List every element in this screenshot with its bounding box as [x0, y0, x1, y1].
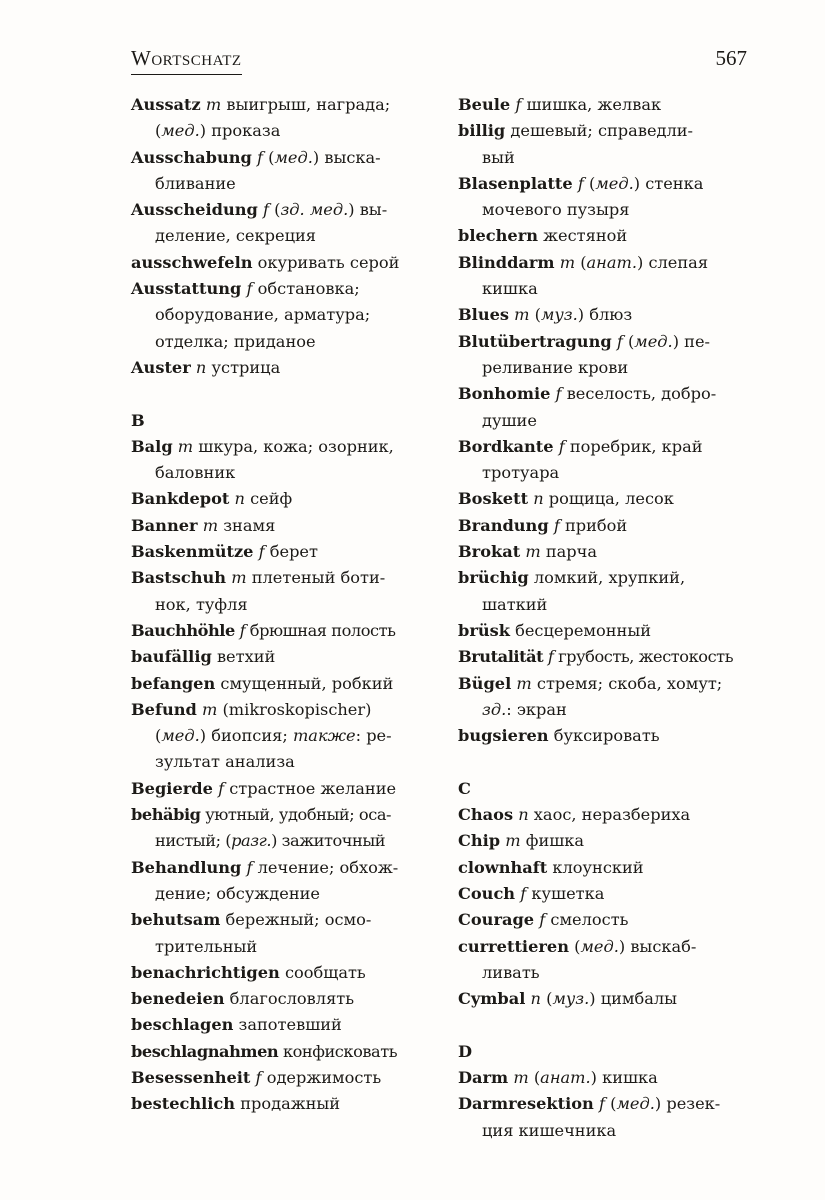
headword: Brutalität — [458, 647, 544, 667]
dictionary-entry — [458, 539, 758, 565]
headword: Courage — [458, 910, 535, 930]
dictionary-entry — [131, 1065, 431, 1091]
definition-text: нистый; ( — [155, 831, 232, 851]
headword: Blinddarm — [458, 252, 555, 272]
headword: Darm — [458, 1067, 509, 1087]
dictionary-entry — [131, 513, 431, 539]
section-letter: C — [458, 778, 471, 798]
definition-text: кишка — [482, 279, 538, 299]
dictionary-entry — [458, 250, 758, 303]
headword: ausschwefeln — [131, 252, 253, 272]
definition-text: уютный, удобный; оса- — [200, 805, 392, 825]
grammar-label: f — [539, 910, 546, 930]
dictionary-entry — [458, 118, 758, 171]
grammar-label: n — [518, 805, 529, 825]
page-header — [131, 40, 747, 74]
grammar-label: муз. — [552, 989, 590, 1009]
definition-text: ) выскаб- — [618, 936, 697, 956]
dictionary-entry — [131, 197, 431, 250]
headword: Blutübertragung — [458, 331, 612, 351]
dictionary-entry — [458, 513, 758, 539]
grammar-label: m — [514, 305, 530, 325]
definition-text: продажный — [235, 1094, 341, 1114]
grammar-label: f — [257, 147, 264, 167]
grammar-label: m — [177, 436, 194, 456]
dictionary-entry — [458, 855, 758, 881]
definition-text: дение; обсуждение — [155, 883, 320, 903]
definition-text: ) резек- — [654, 1094, 721, 1114]
grammar-label: n — [533, 489, 544, 509]
definition-text: парча — [540, 542, 598, 562]
grammar-label: мед. — [580, 936, 619, 956]
headword: Bauchhöhle — [131, 620, 235, 640]
definition-text: шкура, кожа; озорник, — [193, 436, 394, 456]
definition-text: ) пе- — [672, 331, 711, 351]
dictionary-entry — [131, 618, 431, 644]
dictionary-entry — [131, 855, 431, 908]
definition-text: хаос, неразбериха — [528, 805, 691, 825]
section-letter: B — [131, 410, 145, 430]
definition-text: фишка — [520, 831, 585, 851]
headword: Chaos — [458, 805, 514, 825]
definition-text: ломкий, хрупкий, — [528, 568, 686, 588]
running-title: Wortschatz — [131, 46, 242, 75]
definition-text: лечение; обхож- — [252, 857, 399, 877]
headword: Banner — [131, 515, 198, 535]
definition-text: плетеный боти- — [246, 568, 386, 588]
headword: Ausstattung — [131, 279, 242, 299]
definition-text: трительный — [155, 936, 258, 956]
definition-text: окуривать серой — [252, 252, 400, 272]
grammar-label: m — [525, 542, 541, 562]
definition-text: нок, туфля — [155, 594, 248, 614]
grammar-label: разг. — [231, 831, 272, 851]
dictionary-entry — [131, 92, 431, 145]
definition-text: ( — [155, 726, 162, 746]
headword: brüchig — [458, 568, 529, 588]
dictionary-entry — [458, 618, 758, 644]
grammar-label: f — [547, 647, 554, 667]
dictionary-entry — [131, 276, 431, 355]
grammar-label: f — [246, 857, 253, 877]
definition-text: ) зажиточный — [271, 831, 386, 851]
headword: Baskenmütze — [131, 542, 254, 562]
dictionary-entry — [131, 697, 431, 776]
dictionary-entry — [458, 171, 758, 224]
dictionary-entry — [131, 1012, 431, 1038]
dictionary-entry — [131, 145, 431, 198]
headword: Bügel — [458, 673, 512, 693]
definition-text: знамя — [218, 515, 276, 535]
definition-text: смущенный, робкий — [215, 673, 394, 693]
grammar-label: f — [218, 778, 225, 798]
definition-text: поребрик, край — [564, 436, 703, 456]
headword: Bastschuh — [131, 568, 227, 588]
definition-text: : ре- — [355, 726, 392, 746]
headword: Balg — [131, 436, 173, 456]
definition-text: мочевого пузыря — [482, 200, 630, 220]
headword: currettieren — [458, 936, 569, 956]
grammar-label: также — [292, 726, 356, 746]
headword: Couch — [458, 883, 516, 903]
headword: Boskett — [458, 489, 529, 509]
definition-text: бливание — [155, 173, 236, 193]
definition-text: буксировать — [548, 726, 660, 746]
grammar-label: мед. — [616, 1094, 655, 1114]
grammar-label: f — [239, 620, 246, 640]
headword: clownhaft — [458, 857, 548, 877]
definition-text: ветхий — [211, 647, 276, 667]
dictionary-entry — [458, 302, 758, 328]
grammar-label: f — [558, 436, 565, 456]
definition-text: ( — [575, 252, 587, 272]
definition-text: ливать — [482, 962, 540, 982]
definition-text: ) стенка — [633, 173, 704, 193]
definition-text: отделка; приданое — [155, 331, 316, 351]
headword: Bordkante — [458, 436, 554, 456]
definition-text: ( — [155, 121, 162, 141]
definition-text: одержимость — [261, 1067, 382, 1087]
definition-text: дешевый; справедли- — [505, 121, 694, 141]
dictionary-entry — [131, 644, 431, 670]
definition-text: ) биопсия; — [199, 726, 293, 746]
definition-text: смелость — [545, 910, 629, 930]
headword: Blasenplatte — [458, 173, 573, 193]
dictionary-entry — [458, 934, 758, 987]
definition-text: жестяной — [538, 226, 628, 246]
dictionary-entry — [131, 486, 431, 512]
headword: Ausscheidung — [131, 200, 258, 220]
definition-text: ) вы- — [348, 200, 388, 220]
dictionary-entry — [458, 486, 758, 512]
definition-text: ) цимбалы — [589, 989, 678, 1009]
definition-text: рощица, лесок — [543, 489, 674, 509]
dictionary-entry — [131, 355, 431, 381]
definition-text: ( — [583, 173, 596, 193]
definition-text: веселость, добро- — [561, 384, 717, 404]
definition-text: стремя; скоба, хомут; — [531, 673, 723, 693]
grammar-label: f — [515, 95, 522, 114]
dictionary-entry — [458, 434, 758, 487]
headword: billig — [458, 121, 506, 141]
definition-text: шаткий — [482, 594, 548, 614]
headword: beschlagnahmen — [131, 1041, 279, 1061]
headword: bugsieren — [458, 726, 549, 746]
definition-text: бережный; осмо- — [220, 910, 372, 930]
dictionary-entry — [458, 1065, 758, 1091]
dictionary-entry — [458, 802, 758, 828]
headword: beschlagen — [131, 1015, 234, 1035]
definition-text: тротуара — [482, 463, 560, 483]
headword: Ausschabung — [131, 147, 252, 167]
dictionary-entry — [458, 723, 758, 749]
dictionary-entry — [458, 986, 758, 1012]
headword: Aussatz — [131, 95, 201, 114]
headword: Besessenheit — [131, 1067, 251, 1087]
headword: Bankdepot — [131, 489, 230, 509]
dictionary-entry — [131, 434, 431, 487]
headword: behutsam — [131, 910, 221, 930]
grammar-label: f — [553, 515, 560, 535]
dictionary-entry — [131, 776, 431, 802]
section-letter: D — [458, 1041, 473, 1061]
headword: behäbig — [131, 805, 201, 825]
grammar-label: f — [262, 200, 269, 220]
grammar-label: мед. — [161, 121, 200, 141]
definition-text: запотевший — [233, 1015, 342, 1035]
dictionary-entry — [458, 881, 758, 907]
grammar-label: m — [505, 831, 521, 851]
definition-text: грубость, жестокость — [553, 647, 734, 667]
headword: brüsk — [458, 620, 510, 640]
definition-text: устрица — [206, 357, 281, 377]
grammar-label: n — [195, 357, 207, 377]
headword: Begierde — [131, 778, 213, 798]
grammar-label: зд. мед. — [280, 200, 349, 220]
definition-text: берет — [264, 542, 318, 562]
definition-text: оборудование, арматура; — [155, 305, 371, 325]
definition-text: ) выска- — [312, 147, 381, 167]
headword: befangen — [131, 673, 216, 693]
headword: Behandlung — [131, 857, 242, 877]
grammar-label: m — [201, 699, 218, 719]
grammar-label: f — [520, 883, 527, 903]
headword: Beule — [458, 95, 511, 114]
grammar-label: мед. — [161, 726, 200, 746]
definition-text: вый — [482, 147, 515, 167]
dictionary-entry — [458, 329, 758, 382]
grammar-label: муз. — [541, 305, 578, 325]
section-spacer — [458, 749, 758, 775]
dictionary-entry — [131, 960, 431, 986]
definition-text: брюшная полость — [245, 620, 396, 640]
headword: Chip — [458, 831, 501, 851]
grammar-label: m — [513, 1067, 529, 1087]
grammar-label: зд. — [482, 699, 507, 719]
dictionary-entry — [131, 907, 431, 960]
grammar-label: f — [555, 384, 562, 404]
definition-text: бесцеремонный — [509, 620, 652, 640]
grammar-label: f — [616, 331, 623, 351]
grammar-label: f — [255, 1067, 262, 1087]
grammar-label: n — [530, 989, 541, 1009]
grammar-label: m — [202, 515, 219, 535]
dictionary-entry — [131, 1091, 431, 1117]
dictionary-entry — [458, 565, 758, 618]
definition-text: ( — [529, 305, 541, 325]
definition-text: ) слепая — [637, 252, 709, 272]
headword: benachrichtigen — [131, 962, 280, 982]
headword: Darmresektion — [458, 1094, 594, 1114]
dictionary-entry — [131, 986, 431, 1012]
page-number: 567 — [715, 46, 747, 70]
dictionary-entry — [131, 250, 431, 276]
headword: Cymbal — [458, 989, 526, 1009]
definition-text: ( — [605, 1094, 617, 1114]
definition-text: клоунский — [547, 857, 644, 877]
dictionary-entry — [131, 802, 431, 855]
dictionary-entry — [458, 907, 758, 933]
definition-text: конфисковать — [278, 1041, 398, 1061]
headword: Brandung — [458, 515, 549, 535]
grammar-label: f — [577, 173, 584, 193]
definition-text: (mikroskopischer) — [217, 699, 372, 719]
grammar-label: f — [246, 279, 253, 299]
definition-text: ция кишечника — [482, 1120, 617, 1140]
definition-text: зультат анализа — [155, 752, 295, 772]
dictionary-entry — [458, 223, 758, 249]
section-spacer — [458, 1012, 758, 1038]
left-column — [131, 92, 431, 1118]
definition-text: обстановка; — [252, 279, 360, 299]
grammar-label: анат. — [586, 252, 637, 272]
definition-text: ( — [263, 147, 275, 167]
definition-text: страстное желание — [224, 778, 397, 798]
definition-text: ( — [540, 989, 553, 1009]
grammar-label: n — [234, 489, 245, 509]
definition-text: шишка, желвак — [521, 95, 662, 114]
definition-text: ( — [568, 936, 581, 956]
grammar-label: мед. — [274, 147, 313, 167]
definition-text: благословлять — [224, 989, 355, 1009]
definition-text: реливание крови — [482, 357, 629, 377]
dictionary-entry — [131, 671, 431, 697]
headword: Bonhomie — [458, 384, 551, 404]
dictionary-entry — [458, 92, 758, 118]
dictionary-entry — [458, 644, 758, 670]
definition-text: выигрыш, награда; — [221, 95, 391, 114]
definition-text: кушетка — [526, 883, 605, 903]
dictionary-entry — [131, 565, 431, 618]
definition-text: ( — [268, 200, 281, 220]
dictionary-entry — [131, 539, 431, 565]
headword: bestechlich — [131, 1094, 236, 1114]
definition-text: душие — [482, 410, 537, 430]
definition-text: сейф — [244, 489, 293, 509]
definition-text: : экран — [506, 699, 567, 719]
headword: Brokat — [458, 542, 521, 562]
grammar-label: m — [516, 673, 532, 693]
headword: benedeien — [131, 989, 225, 1009]
grammar-label: анат. — [540, 1067, 591, 1087]
definition-text: ) кишка — [590, 1067, 658, 1087]
headword: baufällig — [131, 647, 212, 667]
definition-text: сообщать — [279, 962, 366, 982]
section-spacer — [131, 381, 431, 407]
dictionary-entry — [458, 381, 758, 434]
grammar-label: f — [258, 542, 265, 562]
definition-text: баловник — [155, 463, 236, 483]
definition-text: ( — [528, 1067, 541, 1087]
grammar-label: m — [231, 568, 247, 588]
headword: Blues — [458, 305, 510, 325]
right-column — [458, 92, 758, 1144]
dictionary-entry — [458, 828, 758, 854]
grammar-label: мед. — [634, 331, 673, 351]
definition-text: ) блюз — [577, 305, 633, 325]
definition-text: ( — [622, 331, 635, 351]
dictionary-entry — [458, 671, 758, 724]
headword: Auster — [131, 357, 191, 377]
grammar-label: f — [599, 1094, 605, 1114]
dictionary-entry — [131, 1039, 431, 1065]
grammar-label: m — [205, 95, 222, 114]
definition-text: деление, секреция — [155, 226, 316, 246]
grammar-label: мед. — [595, 173, 634, 193]
headword: blechern — [458, 226, 538, 246]
grammar-label: m — [559, 252, 576, 272]
headword: Befund — [131, 699, 197, 719]
definition-text: прибой — [559, 515, 628, 535]
definition-text: ) проказа — [199, 121, 281, 141]
dictionary-entry — [458, 1091, 758, 1144]
